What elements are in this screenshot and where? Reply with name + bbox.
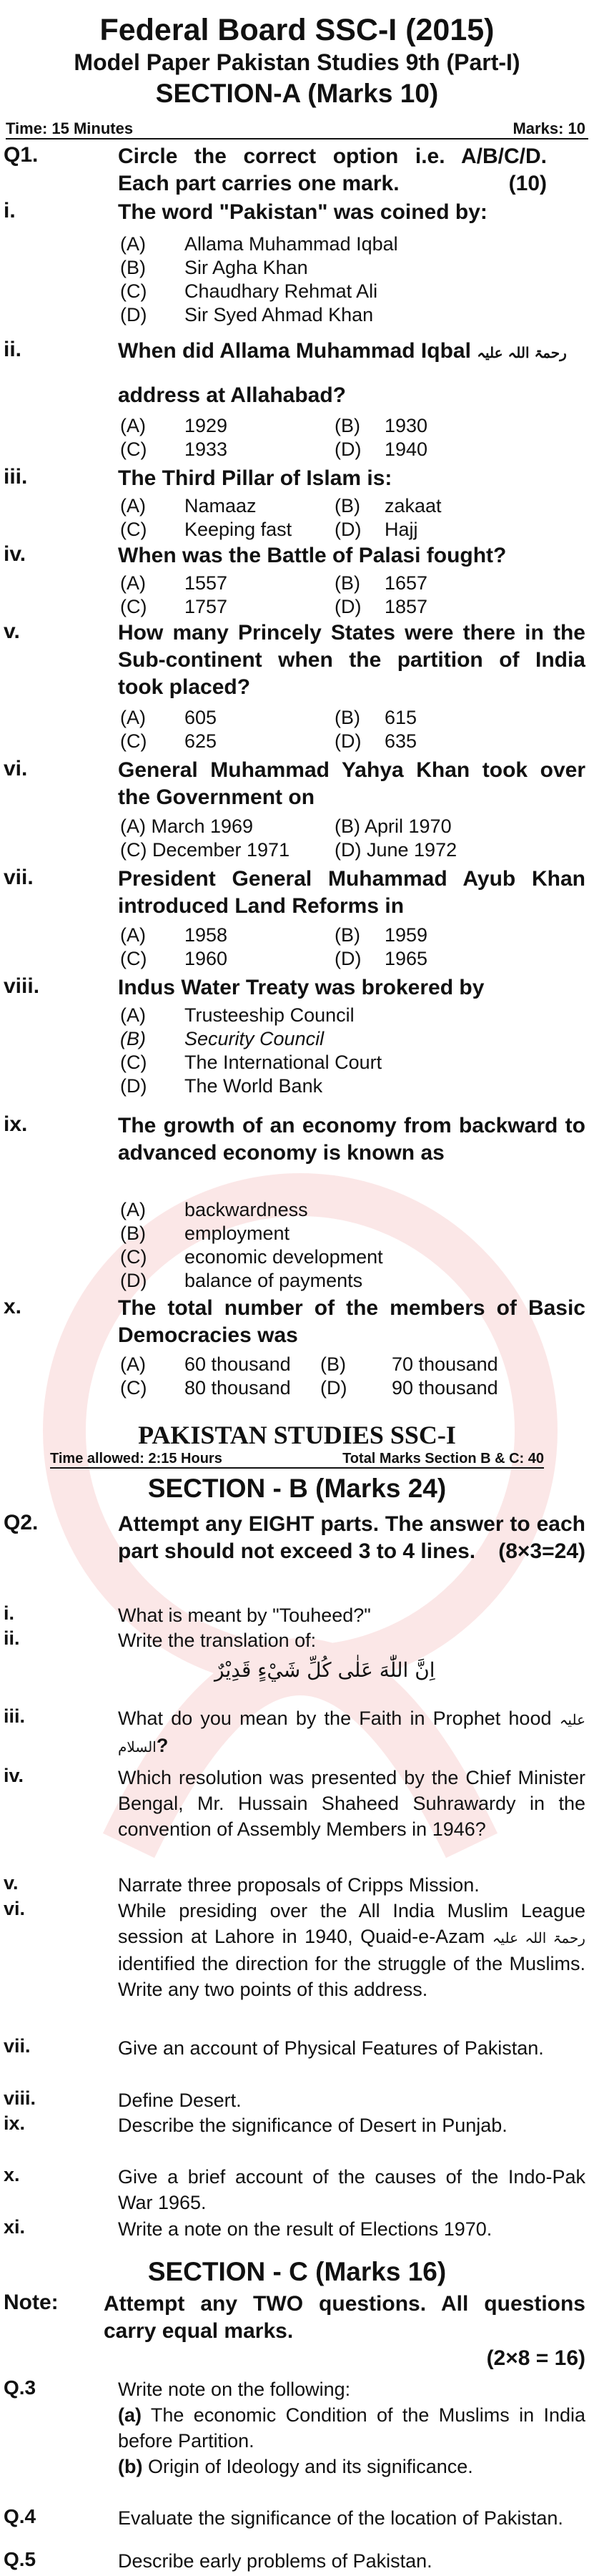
paper-title: Federal Board SSC-I (2015) bbox=[99, 13, 495, 47]
section-c-marks: (2×8 = 16) bbox=[486, 2346, 585, 2370]
item-number: ii. bbox=[4, 1627, 20, 1649]
option-text: 1657 bbox=[385, 572, 428, 594]
question-number: Q.5 bbox=[4, 2548, 36, 2570]
item-text: Which resolution was presented by the Chief Minister Bengal, Mr. Hussain Shaheed Suhrawardy in the convention of Assembly Members in 1946? bbox=[118, 1767, 585, 1840]
q2-marks: (8×3=24) bbox=[498, 1539, 585, 1563]
mcq-question: President General Muhammad Ayub Khan introduced Land Reforms in bbox=[118, 867, 585, 918]
option-text: (D) June 1972 bbox=[335, 839, 457, 861]
item-text: While presiding over the All India Muslim League session at Lahore in 1940, Quaid-e-Azam bbox=[118, 1900, 585, 1947]
option-text: 1940 bbox=[385, 439, 428, 460]
item-text: Describe the significance of Desert in Punjab. bbox=[118, 2115, 508, 2136]
mcq-number: ix. bbox=[4, 1112, 28, 1136]
option-letter: (D) bbox=[120, 1270, 147, 1291]
item-text: Write the translation of: bbox=[118, 1630, 317, 1651]
part-b-label: (b) bbox=[118, 2456, 143, 2477]
option-text: 1958 bbox=[184, 924, 228, 946]
option-text: 1757 bbox=[184, 596, 228, 617]
urdu-honorific: رحمۃ اللہ علیہ bbox=[492, 1929, 585, 1946]
part-a-label: (a) bbox=[118, 2404, 142, 2426]
item-text: What is meant by "Touheed?" bbox=[118, 1605, 371, 1626]
q2-text: Attempt any EIGHT parts. The answer to each part should not exceed 3 to 4 lines. bbox=[118, 1512, 585, 1563]
note-label: Note: bbox=[4, 2291, 59, 2314]
mcq-question: How many Princely States were there in the Sub-continent when the partition of India took placed? bbox=[118, 621, 585, 699]
option-text: 1965 bbox=[385, 948, 428, 969]
option-letter: (C) bbox=[120, 519, 147, 540]
question-number: Q.3 bbox=[4, 2376, 36, 2399]
option-letter: (D) bbox=[320, 1377, 347, 1399]
mcq-number: v. bbox=[4, 619, 20, 643]
option-letter: (A) bbox=[120, 415, 146, 436]
option-letter: (A) bbox=[120, 1004, 146, 1026]
mcq-question: When was the Battle of Palasi fought? bbox=[118, 544, 507, 567]
option-text: 1959 bbox=[385, 924, 428, 946]
option-letter: (C) bbox=[120, 596, 147, 617]
option-text: 80 thousand bbox=[184, 1377, 291, 1399]
mcq-number: vii. bbox=[4, 866, 34, 889]
option-letter: (C) bbox=[120, 730, 147, 752]
option-text: Keeping fast bbox=[184, 519, 292, 540]
part-b-text: Origin of Ideology and its significance. bbox=[148, 2456, 473, 2477]
option-text: Namaaz bbox=[184, 495, 257, 516]
mcq-question: When did Allama Muhammad Iqbal bbox=[118, 339, 471, 363]
option-letter: (D) bbox=[335, 596, 362, 617]
question-text: Describe early problems of Pakistan. bbox=[118, 2550, 432, 2572]
item-number: vi. bbox=[4, 1898, 26, 1919]
section-a-info-bar bbox=[6, 119, 588, 139]
part-a-text: The economic Condition of the Muslims in India before Partition. bbox=[118, 2404, 586, 2452]
mcq-question: Indus Water Treaty was brokered by bbox=[118, 976, 485, 999]
option-text: 1930 bbox=[385, 415, 428, 436]
section-a-heading: SECTION-A (Marks 10) bbox=[155, 79, 439, 108]
question-number: Q.4 bbox=[4, 2505, 36, 2527]
option-letter: (B) bbox=[320, 1353, 346, 1375]
option-letter: (C) bbox=[120, 1377, 147, 1399]
option-text: employment bbox=[184, 1223, 290, 1244]
section-b-heading: SECTION - B (Marks 24) bbox=[147, 1474, 447, 1503]
option-letter: (B) bbox=[335, 415, 360, 436]
mcq-question: General Muhammad Yahya Khan took over the Government on bbox=[118, 758, 585, 809]
option-text: 1929 bbox=[184, 415, 228, 436]
item-number: vii. bbox=[4, 2035, 31, 2057]
mcq-number: viii. bbox=[4, 974, 40, 998]
item-text-cont: ? bbox=[156, 1735, 169, 1756]
item-text-cont: identified the direction for the struggle of the Muslims. Write any two points of this address. bbox=[118, 1953, 585, 2000]
mcq-question: The total number of the members of Basic Democracies was bbox=[118, 1296, 585, 1347]
mcq-number: iv. bbox=[4, 542, 26, 566]
part2-title: PAKISTAN STUDIES SSC-I bbox=[138, 1421, 456, 1449]
option-letter: (C) bbox=[120, 1052, 147, 1073]
item-number: ix. bbox=[4, 2112, 26, 2134]
option-letter: (A) bbox=[120, 233, 146, 255]
option-letter: (A) bbox=[120, 924, 146, 946]
section-c-heading: SECTION - C (Marks 16) bbox=[147, 2257, 447, 2286]
arabic-text: اِنَّ اللّٰهَ عَلٰى كُلِّ شَيْءٍ قَدِيْرٌ bbox=[214, 1658, 435, 1682]
option-text: (B) April 1970 bbox=[335, 816, 452, 837]
mcq-number: iii. bbox=[4, 465, 28, 489]
option-letter: (C) bbox=[120, 948, 147, 969]
option-text: Chaudhary Rehmat Ali bbox=[184, 280, 378, 302]
option-letter: (A) bbox=[120, 1353, 146, 1375]
option-letter: (B) bbox=[120, 257, 146, 278]
part2-time: Time allowed: 2:15 Hours bbox=[50, 1451, 222, 1466]
item-text: Narrate three proposals of Cripps Mission. bbox=[118, 1874, 480, 1896]
option-letter: (C) bbox=[120, 439, 147, 460]
option-text: 1933 bbox=[184, 439, 228, 460]
q1-marks: (10) bbox=[508, 172, 547, 195]
option-letter: (D) bbox=[335, 730, 362, 752]
q1-label: Q1. bbox=[4, 143, 39, 167]
option-letter: (D) bbox=[120, 304, 147, 325]
option-letter: (A) bbox=[120, 495, 146, 516]
option-text: Trusteeship Council bbox=[184, 1004, 355, 1026]
urdu-honorific: رحمۃ اللہ علیہ bbox=[477, 344, 567, 361]
item-number: x. bbox=[4, 2164, 20, 2185]
option-letter: (A) bbox=[120, 1199, 146, 1220]
option-letter: (B) bbox=[335, 572, 360, 594]
time-allowed: Time: 15 Minutes bbox=[6, 119, 134, 137]
option-text: Allama Muhammad Iqbal bbox=[184, 233, 398, 255]
option-text: 60 thousand bbox=[184, 1353, 291, 1375]
option-text: backwardness bbox=[184, 1199, 308, 1220]
option-text: Sir Syed Ahmad Khan bbox=[184, 304, 374, 325]
option-text: The World Bank bbox=[184, 1075, 323, 1097]
option-letter: (D) bbox=[335, 519, 362, 540]
mcq-number: ii. bbox=[4, 338, 22, 361]
option-letter: (B) bbox=[335, 707, 360, 728]
option-text: 1857 bbox=[385, 596, 428, 617]
option-text: The International Court bbox=[184, 1052, 382, 1073]
option-text: Sir Agha Khan bbox=[184, 257, 308, 278]
item-text: What do you mean by the Faith in Prophet hood bbox=[118, 1708, 552, 1729]
option-text: economic development bbox=[184, 1246, 383, 1268]
paper-subtitle: Model Paper Pakistan Studies 9th (Part-I) bbox=[74, 49, 520, 75]
option-text: zakaat bbox=[385, 495, 442, 516]
item-text: Give an account of Physical Features of Pakistan. bbox=[118, 2037, 544, 2059]
q2-label: Q2. bbox=[4, 1511, 39, 1534]
item-number: iii. bbox=[4, 1705, 26, 1727]
option-text: Security Council bbox=[184, 1028, 325, 1049]
mcq-number: i. bbox=[4, 199, 16, 222]
question-text: Evaluate the significance of the location of Pakistan. bbox=[118, 2507, 563, 2529]
option-letter: (A) bbox=[120, 572, 146, 594]
option-text: 1557 bbox=[184, 572, 228, 594]
option-letter: (B) bbox=[120, 1223, 146, 1244]
total-marks: Marks: 10 bbox=[513, 119, 585, 137]
question-text: Write note on the following: bbox=[118, 2379, 351, 2400]
option-text: 605 bbox=[184, 707, 217, 728]
mcq-number: vi. bbox=[4, 757, 28, 780]
option-letter: (D) bbox=[335, 439, 362, 460]
option-text: 615 bbox=[385, 707, 417, 728]
option-text: Hajj bbox=[385, 519, 418, 540]
item-number: v. bbox=[4, 1872, 19, 1894]
mcq-question-cont: address at Allahabad? bbox=[118, 383, 346, 407]
item-text: Write a note on the result of Elections 1970. bbox=[118, 2218, 492, 2240]
item-number: i. bbox=[4, 1602, 15, 1624]
note-text: Attempt any TWO questions. All questions carry equal marks. bbox=[104, 2292, 585, 2343]
mcq-question: The word "Pakistan" was coined by: bbox=[118, 200, 487, 224]
item-number: xi. bbox=[4, 2216, 26, 2238]
option-letter: (C) bbox=[120, 1246, 147, 1268]
option-letter: (C) bbox=[120, 280, 147, 302]
option-text: 1960 bbox=[184, 948, 228, 969]
mcq-question: The growth of an economy from backward to advanced economy is known as bbox=[118, 1114, 585, 1165]
option-text: 90 thousand bbox=[392, 1377, 498, 1399]
option-letter: (A) bbox=[120, 707, 146, 728]
option-letter: (B) bbox=[335, 924, 360, 946]
option-text: (C) December 1971 bbox=[120, 839, 290, 861]
option-text: (A) March 1969 bbox=[120, 816, 254, 837]
option-text: 625 bbox=[184, 730, 217, 752]
part2-info-bar bbox=[50, 1451, 544, 1469]
option-text: 635 bbox=[385, 730, 417, 752]
item-number: iv. bbox=[4, 1765, 24, 1786]
option-letter: (D) bbox=[335, 948, 362, 969]
item-text: Give a brief account of the causes of the Indo-Pak War 1965. bbox=[118, 2166, 585, 2213]
mcq-question: The Third Pillar of Islam is: bbox=[118, 466, 392, 490]
part2-marks: Total Marks Section B & C: 40 bbox=[342, 1451, 544, 1466]
option-letter: (D) bbox=[120, 1075, 147, 1097]
option-letter: (B) bbox=[120, 1028, 146, 1049]
item-text: Define Desert. bbox=[118, 2090, 242, 2111]
urdu-honorific: علیہ السلام bbox=[118, 1711, 585, 1755]
option-text: balance of payments bbox=[184, 1270, 363, 1291]
item-number: viii. bbox=[4, 2087, 36, 2109]
option-letter: (B) bbox=[335, 495, 360, 516]
q1-text: Circle the correct option i.e. A/B/C/D. Each part carries one mark. bbox=[118, 145, 547, 195]
option-text: 70 thousand bbox=[392, 1353, 498, 1375]
mcq-number: x. bbox=[4, 1295, 22, 1318]
